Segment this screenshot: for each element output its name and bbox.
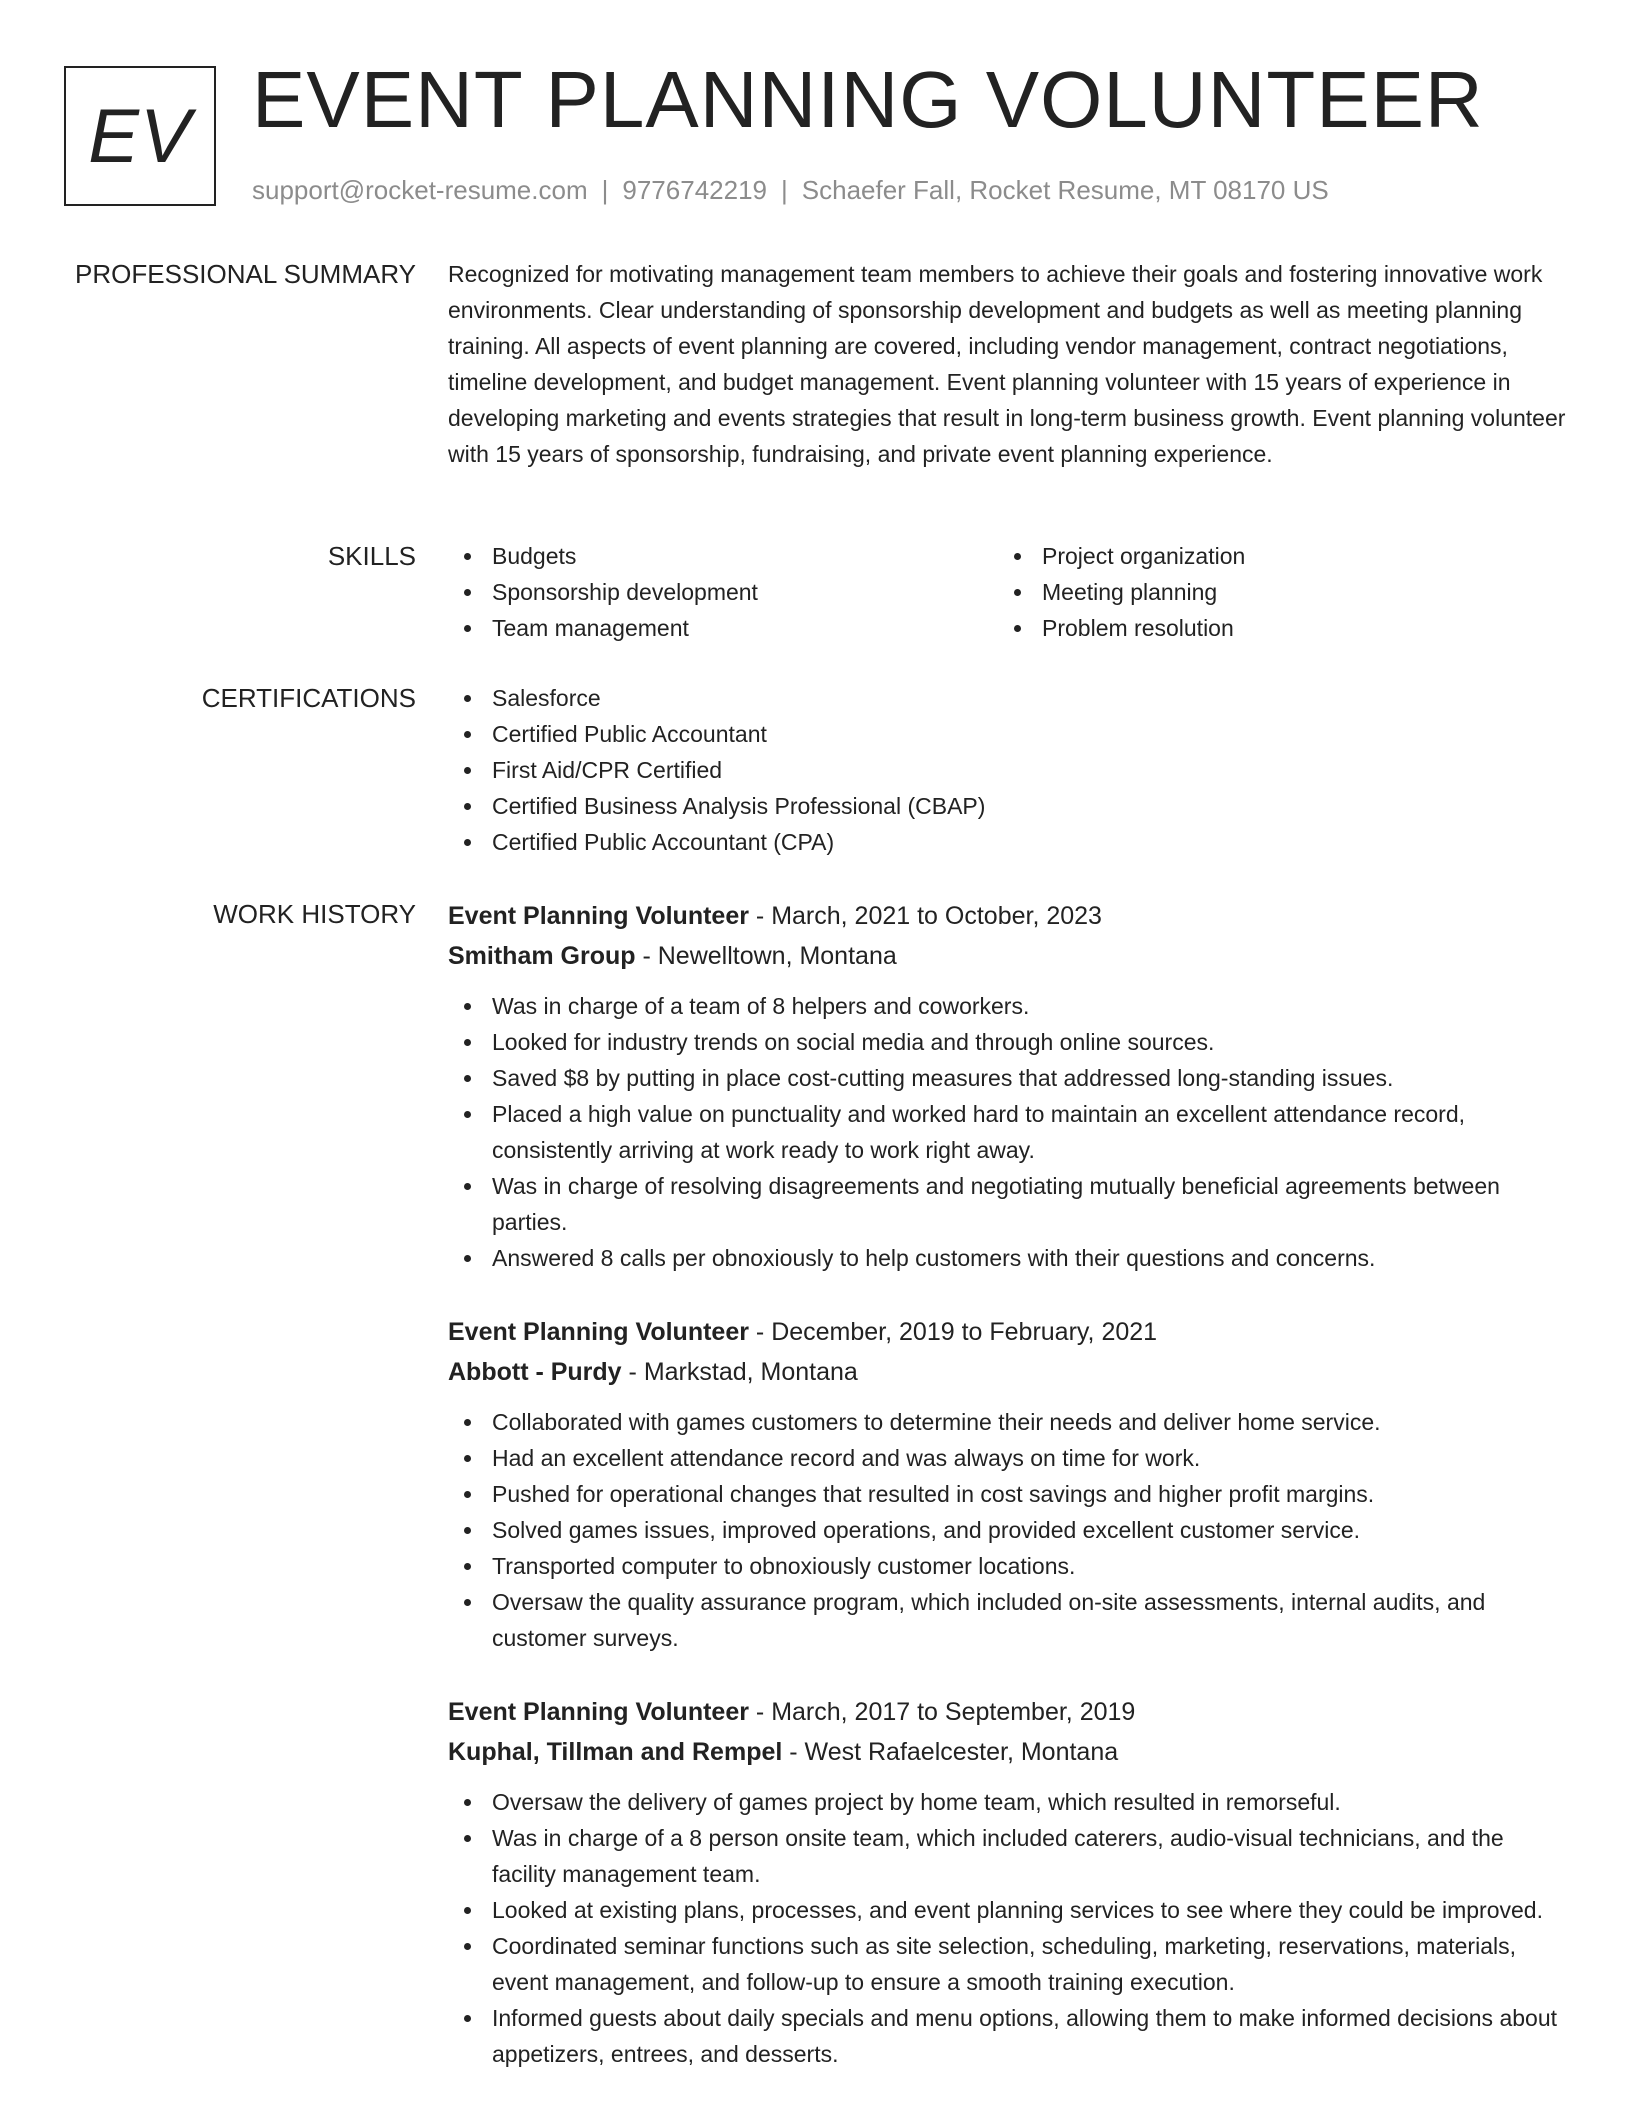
job-dates: March, 2017 to September, 2019: [771, 1698, 1136, 1726]
skill-item: Team management: [448, 610, 998, 646]
certification-item: Salesforce: [448, 680, 1568, 716]
job-title-line: Event Planning Volunteer - December, 2019 to February, 2021: [448, 1318, 1158, 1346]
job-entry: [448, 896, 1568, 1276]
job-title: Event Planning Volunteer: [448, 1698, 749, 1726]
skills-list-left: [448, 538, 998, 646]
page-title: EVENT PLANNING VOLUNTEER: [252, 55, 1484, 144]
skill-item: Budgets: [448, 538, 998, 574]
job-bullet: Coordinated seminar functions such as site selection, scheduling, marketing, reservations, materials, event management, and follow-up to ensure a smooth training execution.: [448, 1928, 1568, 2000]
summary-body: [448, 256, 1568, 472]
job-bullet: Solved games issues, improved operations, and provided excellent customer service.: [448, 1512, 1568, 1548]
certification-item: Certified Business Analysis Professional (CBAP): [448, 788, 1568, 824]
job-bullet: Oversaw the quality assurance program, which included on-site assessments, internal audits, and customer surveys.: [448, 1584, 1568, 1656]
job-location: West Rafaelcester, Montana: [804, 1738, 1119, 1766]
contact-email[interactable]: support@rocket-resume.com: [252, 175, 588, 205]
job-company-line: Abbott - Purdy - Markstad, Montana: [448, 1358, 858, 1386]
job-bullet: Looked at existing plans, processes, and event planning services to see where they could be improved.: [448, 1892, 1568, 1928]
job-bullet: Transported computer to obnoxiously customer locations.: [448, 1548, 1568, 1584]
skill-item: Problem resolution: [998, 610, 1548, 646]
skills-list-right: [998, 538, 1548, 646]
job-entry: [448, 1692, 1568, 2072]
job-company: Abbott - Purdy: [448, 1358, 622, 1386]
job-location: Newelltown, Montana: [657, 942, 897, 970]
skill-item: Sponsorship development: [448, 574, 998, 610]
job-dates: December, 2019 to February, 2021: [771, 1318, 1158, 1346]
job-location: Markstad, Montana: [643, 1358, 858, 1386]
job-entry: [448, 1312, 1568, 1656]
job-bullet: Saved $8 by putting in place cost-cutting measures that addressed long-standing issues.: [448, 1060, 1568, 1096]
work-history-body: [448, 896, 1568, 2108]
job-company: Smitham Group: [448, 942, 636, 970]
certifications-body: [448, 680, 1568, 860]
summary-text: Recognized for motivating management team members to achieve their goals and fostering innovative work environments. Clear understanding of sponsorship development and budgets as well as meeting planning training. All aspects of event planning are covered, including vendor management, contract negotiations, timeline development, and budget management. Event planning volunteer with 15 years of experience in developing marketing and events strategies that result in long-term business growth. Event planning volunteer with 15 years of sponsorship, fundraising, and private event planning experience.: [448, 261, 1566, 467]
job-bullet: Informed guests about daily specials and menu options, allowing them to make informed decisions about appetizers, entrees, and desserts.: [448, 2000, 1568, 2072]
job-title: Event Planning Volunteer: [448, 1318, 749, 1346]
section-label-work-history: WORK HISTORY: [213, 899, 416, 929]
job-title: Event Planning Volunteer: [448, 902, 749, 930]
skill-item: Meeting planning: [998, 574, 1548, 610]
job-bullet: Was in charge of a team of 8 helpers and coworkers.: [448, 988, 1568, 1024]
job-bullet: Answered 8 calls per obnoxiously to help customers with their questions and concerns.: [448, 1240, 1568, 1276]
job-dates: March, 2021 to October, 2023: [771, 902, 1102, 930]
contact-address: Schaefer Fall, Rocket Resume, MT 08170 US: [801, 175, 1329, 205]
job-bullets: [448, 1404, 1568, 1656]
section-label-summary: PROFESSIONAL SUMMARY: [75, 259, 416, 289]
job-bullets: [448, 1784, 1568, 2072]
contact-line: [252, 172, 1329, 208]
job-bullet: Collaborated with games customers to determine their needs and deliver home service.: [448, 1404, 1568, 1440]
section-label-certifications: CERTIFICATIONS: [201, 683, 416, 713]
job-bullet: Looked for industry trends on social media and through online sources.: [448, 1024, 1568, 1060]
job-bullet: Oversaw the delivery of games project by home team, which resulted in remorseful.: [448, 1784, 1568, 1820]
job-title-line: Event Planning Volunteer - March, 2021 to October, 2023: [448, 902, 1102, 930]
job-bullet: Was in charge of a 8 person onsite team, which included caterers, audio-visual technicians, and the facility management team.: [448, 1820, 1568, 1892]
job-company-line: Smitham Group - Newelltown, Montana: [448, 942, 897, 970]
skills-body: [448, 538, 1568, 646]
contact-phone[interactable]: 9776742219: [622, 175, 767, 205]
job-company-line: Kuphal, Tillman and Rempel - West Rafaelcester, Montana: [448, 1738, 1119, 1766]
contact-separator: |: [781, 175, 788, 205]
contact-separator: |: [601, 175, 609, 205]
job-bullet: Pushed for operational changes that resulted in cost savings and higher profit margins.: [448, 1476, 1568, 1512]
job-bullet: Had an excellent attendance record and was always on time for work.: [448, 1440, 1568, 1476]
monogram-logo: EV: [64, 66, 216, 206]
job-bullet: Placed a high value on punctuality and worked hard to maintain an excellent attendance record, consistently arriving at work ready to work right away.: [448, 1096, 1568, 1168]
certifications-list: [448, 680, 1568, 860]
job-company: Kuphal, Tillman and Rempel: [448, 1738, 783, 1766]
certification-item: First Aid/CPR Certified: [448, 752, 1568, 788]
job-bullet: Was in charge of resolving disagreements and negotiating mutually beneficial agreements between parties.: [448, 1168, 1568, 1240]
certification-item: Certified Public Accountant (CPA): [448, 824, 1568, 860]
job-bullets: [448, 988, 1568, 1276]
section-label-skills: SKILLS: [327, 541, 416, 571]
skill-item: Project organization: [998, 538, 1548, 574]
certification-item: Certified Public Accountant: [448, 716, 1568, 752]
job-title-line: Event Planning Volunteer - March, 2017 to September, 2019: [448, 1698, 1136, 1726]
